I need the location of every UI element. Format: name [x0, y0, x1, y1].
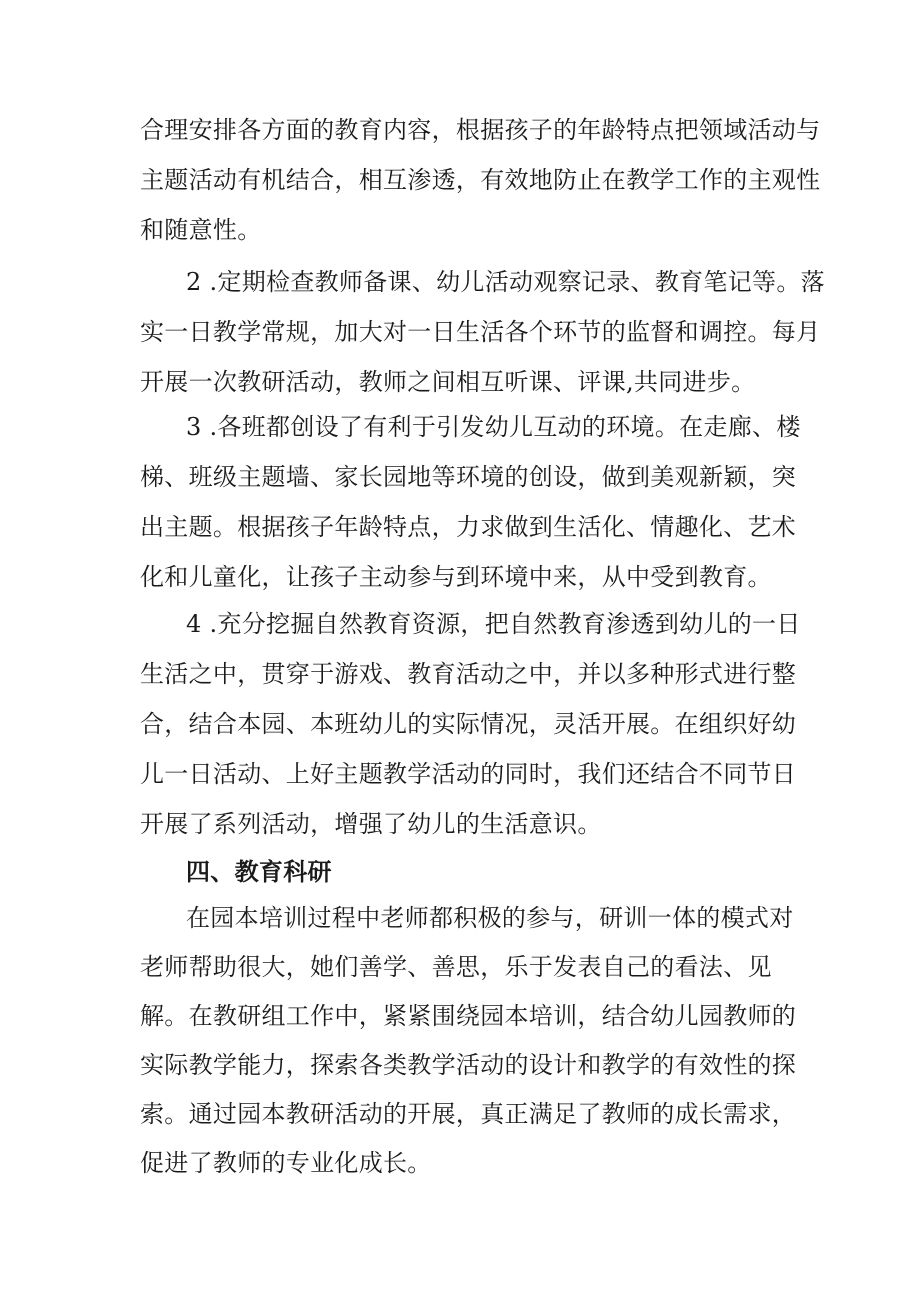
- paragraph-line: 开展一次教研活动，教师之间相互听课、评课,共同进步。: [140, 368, 756, 396]
- paragraph-line: 生活之中，贯穿于游戏、教育活动之中，并以多种形式进行整: [140, 660, 797, 688]
- paragraph-line: 解。在教研组工作中，紧紧围绕园本培训，结合幼儿园教师的: [140, 1002, 797, 1030]
- paragraph-line: 出主题。根据孩子年龄特点，力求做到生活化、情趣化、艺术: [140, 513, 797, 541]
- paragraph-line: 老师帮助很大，她们善学、善思，乐于发表自己的看法、见: [140, 953, 772, 981]
- paragraph-line: 3 .各班都创设了有利于引发幼儿互动的环境。在走廊、楼: [186, 413, 801, 441]
- paragraph-line: 实际教学能力，探索各类教学活动的设计和教学的有效性的探: [140, 1051, 797, 1079]
- paragraph-line: 实一日教学常规，加大对一日生活各个环节的监督和调控。每月: [140, 318, 821, 346]
- paragraph-line: 促进了教师的专业化成长。: [140, 1149, 432, 1177]
- paragraph-line: 儿一日活动、上好主题教学活动的同时，我们还结合不同节日: [140, 760, 797, 788]
- paragraph-line: 梯、班级主题墙、家长园地等环境的创设，做到美观新颖，突: [140, 463, 797, 491]
- paragraph-line: 和随意性。: [140, 216, 262, 244]
- paragraph-line: 4 .充分挖掘自然教育资源，把自然教育渗透到幼儿的一日: [186, 610, 801, 638]
- paragraph-line: 主题活动有机结合，相互渗透，有效地防止在教学工作的主观性: [140, 166, 821, 194]
- paragraph-line: 2 .定期检查教师备课、幼儿活动观察记录、教育笔记等。落: [186, 268, 825, 296]
- paragraph-line: 合理安排各方面的教育内容，根据孩子的年龄特点把领域活动与: [140, 116, 821, 144]
- section-heading: 四、教育科研: [186, 858, 332, 886]
- paragraph-line: 开展了系列活动，增强了幼儿的生活意识。: [140, 810, 602, 838]
- paragraph-line: 在园本培训过程中老师都积极的参与，研训一体的模式对: [186, 904, 794, 932]
- paragraph-line: 合，结合本园、本班幼儿的实际情况，灵活开展。在组织好幼: [140, 710, 797, 738]
- paragraph-line: 索。通过园本教研活动的开展，真正满足了教师的成长需求，: [140, 1100, 797, 1128]
- paragraph-line: 化和儿童化，让孩子主动参与到环境中来，从中受到教育。: [140, 563, 772, 591]
